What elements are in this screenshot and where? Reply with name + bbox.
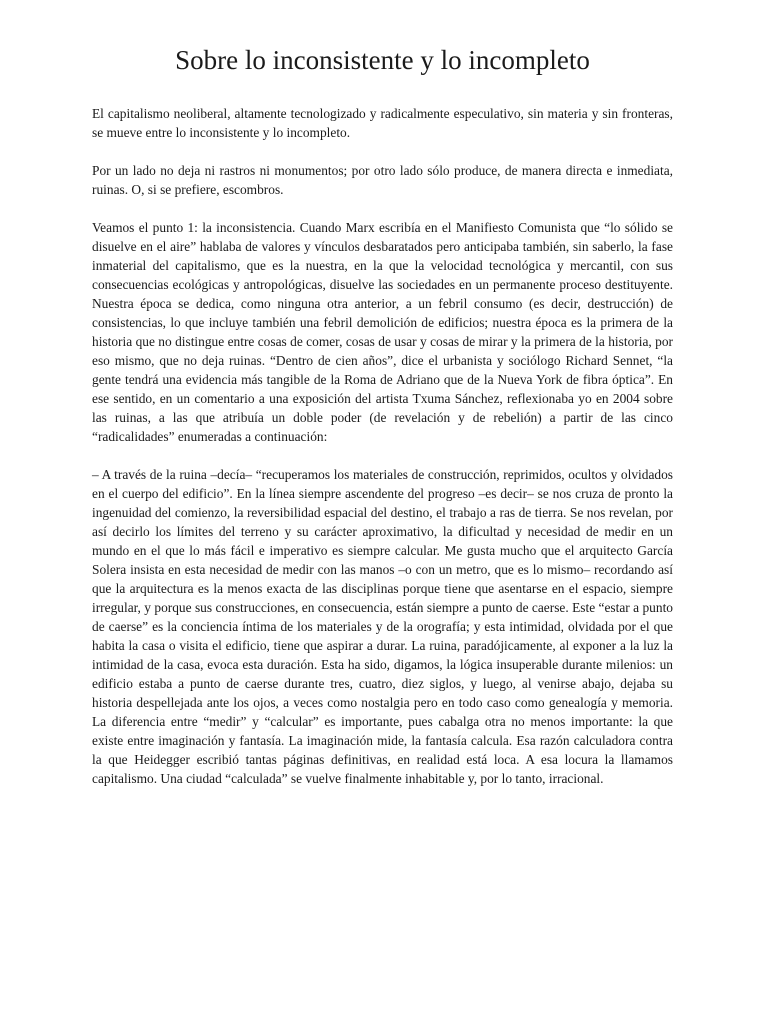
paragraph-ruin-materials: – A través de la ruina –decía– “recuperamos los materiales de construcción, reprimidos, ocultos y olvidados en el cuerpo del edificio”. En la línea siempre ascendente del progreso –es decir– se nos cruza de pronto la ingenuidad del comienzo, la reversibilidad espacial del destino, el trabajo a ras de tierra. Se nos revelan, por así decirlo los límites del terreno y su carácter aproximativo, la dificultad y necesidad de medir en un mundo en el que lo más fácil e imperativo es siempre calcular. Me gusta mucho que el arquitecto García Solera insista en esta necesidad de medir con las manos –o con un metro, que es lo mismo– recordando así que la arquitectura es la menos exacta de las disciplinas porque tiene que asentarse en el espacio, siempre irregular, y porque sus construcciones, en consecuencia, están siempre a punto de caerse. Este “estar a punto de caerse” es la conciencia íntima de los materiales y de la orografía; y esta intimidad, olvidada por el que habita la casa o visita el edificio, tiene que aspirar a durar. La ruina, paradójicamente, al exponer a la luz la intimidad de la casa, evoca esta duración. Esta ha sido, digamos, la lógica insuperable durante milenios: un edificio estaba a punto de caerse durante tres, cuatro, diez siglos, y luego, al venirse abajo, dejaba su historia despellejada ante los ojos, a veces como nostalgia pero en todo caso como genealogía y memoria. La diferencia entre “medir” y “calcular” es importante, pues cabalga otra no menos importante: la que existe entre imaginación y fantasía. La imaginación mide, la fantasía calcula. Esa razón calculadora contra la que Heidegger escribió tantas páginas definitivas, en realidad está loca. A esa locura la llamamos capitalismo. Una ciudad “calculada” se vuelve finalmente inhabitable y, por lo tanto, irracional.: [92, 467, 673, 786]
paragraph-intro: El capitalismo neoliberal, altamente tecnologizado y radicalmente especulativo, sin materia y sin fronteras, se mueve entre lo inconsistente y lo incompleto.: [92, 106, 673, 140]
paragraph-inconsistency: Veamos el punto 1: la inconsistencia. Cuando Marx escribía en el Manifiesto Comunista que “lo sólido se disuelve en el aire” hablaba de valores y vínculos desbaratados pero anticipaba también, sin saberlo, la fase inmaterial del capitalismo, que es la nuestra, en la que la velocidad tecnológica y mercantil, con sus consecuencias ecológicas y antropológicas, disuelve las sociedades en un permanente proceso destituyente. Nuestra época se dedica, como ninguna otra anterior, a un febril consumo (es decir, destrucción) de consistencias, lo que incluye también una febril demolición de edificios; nuestra época es la primera de la historia que no distingue entre cosas de comer, cosas de usar y cosas de mirar y la primera de la historia, por eso mismo, que no deja ruinas. “Dentro de cien años”, dice el urbanista y sociólogo Richard Sennet, “la gente tendrá una evidencia más tangible de la Roma de Adriano que de la Nueva York de fibra óptica”. En ese sentido, en un comentario a una exposición del artista Txuma Sánchez, reflexionaba yo en 2004 sobre las ruinas, a las que atribuía un doble poder (de revelación y de rebelión) a partir de las cinco “radicalidades” enumeradas a continuación:: [92, 220, 673, 444]
document-title: Sobre lo inconsistente y lo incompleto: [175, 45, 590, 75]
paragraph-ruins: Por un lado no deja ni rastros ni monumentos; por otro lado sólo produce, de manera directa e inmediata, ruinas. O, si se prefiere, escombros.: [92, 163, 673, 197]
document-page: [92, 42, 673, 807]
